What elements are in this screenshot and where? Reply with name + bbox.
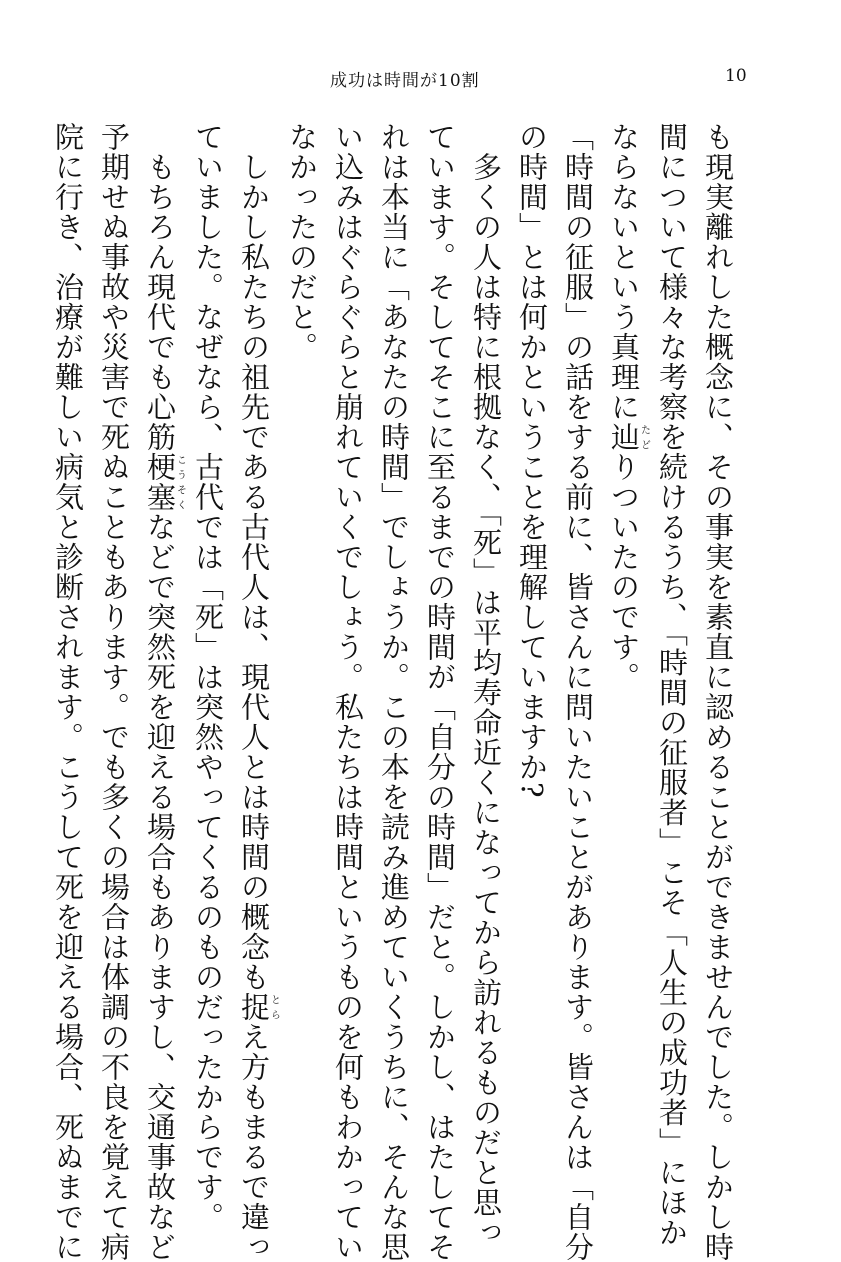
ruby-reading: とら	[268, 992, 280, 1022]
running-title: 成功は時間が10割	[330, 71, 480, 91]
ruby-base: 梗塞	[143, 452, 177, 512]
text-line: 「時間の征服」の話をする前に、皆さんに問いたいことがあります。皆さんは「自分	[561, 122, 595, 1262]
text-segment: りついたのです。	[607, 452, 641, 692]
ruby-reading: たど	[638, 422, 650, 452]
paragraph	[185, 122, 280, 1262]
text-line	[649, 122, 695, 1248]
text-line	[231, 122, 280, 1262]
text-line: 院に行き、治療が難しい病気と診断されます。こうして死を迎える場合、死ぬまでに	[51, 122, 85, 1262]
paragraph	[509, 122, 601, 1262]
ruby-word	[237, 992, 280, 1022]
paragraph	[601, 122, 741, 1262]
ruby-base: 辿	[607, 422, 641, 452]
text-segment: ならないという真理に	[607, 122, 641, 422]
text-line	[137, 122, 186, 1262]
text-segment: もちろん現代でも心筋	[143, 122, 177, 452]
ruby-reading: こうそく	[174, 452, 186, 512]
text-segment: え方もまるで違っ	[237, 1022, 271, 1262]
body-text	[45, 122, 741, 1262]
text-line: 予期せぬ事故や災害で死ぬこともあります。でも多くの場合は体調の不良を覚えて病	[97, 122, 131, 1262]
text-line: ています。そしてそこに至るまでの時間が「自分の時間」だと。しかし、はたしてそ	[423, 122, 457, 1262]
paragraph	[279, 122, 509, 1262]
text-line: の時間」とは何かということを理解していますか?	[515, 122, 549, 799]
ruby-word	[607, 422, 650, 452]
text-line: れは本当に「あなたの時間」でしょうか。この本を読み進めていくうちに、そんな思	[377, 122, 411, 1262]
text-segment: しかし私たちの祖先である古代人は、現代人とは時間の概念も	[237, 122, 271, 992]
ruby-base: 捉	[237, 992, 271, 1022]
text-line: も現実離れした概念に、その事実を素直に認めることができませんでした。しかし時	[701, 122, 735, 1262]
page-number: 10	[725, 66, 747, 86]
text-segment: 間について様々な考察を続けるうち、「時間の征服者」こそ「人生の成功者」にほか	[655, 122, 689, 1248]
ruby-word	[143, 452, 186, 512]
text-line: 多くの人は特に根拠なく、「死」は平均寿命近くになってから訪れるものだと思っ	[469, 122, 503, 1248]
text-line: ていました。なぜなら、古代では「死」は突然やってくるのものだったからです。	[191, 122, 225, 1232]
paragraph	[45, 122, 186, 1262]
text-line	[601, 122, 649, 1107]
text-line: い込みはぐらぐらと崩れていくでしょう。私たちは時間というものを何もわかってい	[331, 122, 365, 1262]
text-segment: などで突然死を迎える場合もありますし、交通事故など	[143, 512, 177, 1262]
text-line: なかったのだと。	[285, 122, 319, 362]
